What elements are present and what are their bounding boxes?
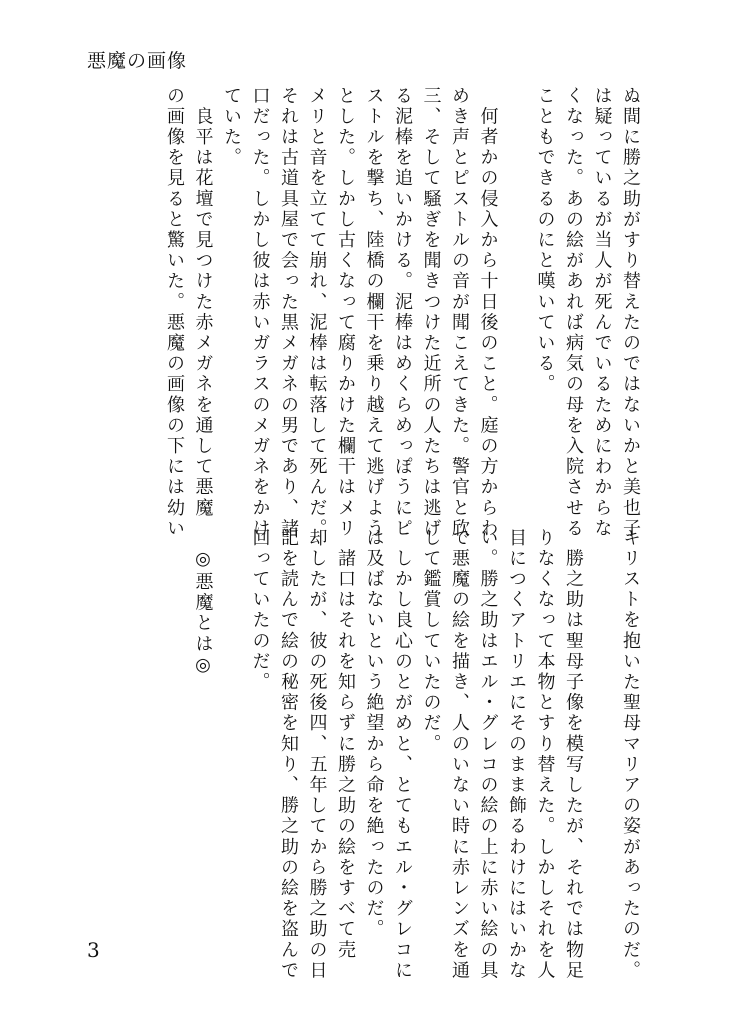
text-line: して鑑賞していたのだ。 — [420, 528, 442, 755]
text-line: 勝之助は聖母子像を模写したが、それでは物足 — [563, 528, 584, 982]
text-line: 記を読んで絵の秘密を知り、勝之助の絵を盗んで — [278, 528, 299, 982]
text-line: ぬ間に勝之助がすり替えたのではないかと美也子 — [620, 86, 641, 540]
blank-line — [587, 528, 616, 938]
text-line: とした。しかし古くなって腐りかけた欄干はメリ — [335, 86, 356, 540]
text-line: 口だった。しかし彼は赤いガラスのメガネをかけ — [249, 86, 271, 540]
text-line: 何者かの侵入から十日後のこと。庭の方からわ — [477, 86, 499, 540]
upper-text-block — [160, 86, 645, 540]
page-number: 3 — [87, 938, 100, 962]
text-line: 回っていたのだ。 — [249, 528, 271, 693]
text-line: 却したが、彼の死後四、五年してから勝之助の日 — [306, 528, 328, 982]
text-line: キリストを抱いた聖母マリアの姿があったのだ。 — [620, 528, 641, 982]
blank-line — [217, 528, 246, 938]
lower-text-block — [188, 528, 644, 982]
text-line: それは古道具屋で会った黒メガネの男であり、諸 — [278, 86, 299, 540]
text-line: メリと音を立てて崩れ、泥棒は転落して死んだ。 — [306, 86, 328, 540]
text-line: 諸口はそれを知らずに勝之助の絵をすべて売 — [335, 528, 356, 961]
text-line: る泥棒を追いかける。泥棒はめくらめっぽうにピ — [392, 86, 413, 540]
text-line: りなくなって本物とすり替えた。しかしそれを人 — [534, 528, 556, 982]
text-line: こともできるのにと嘆いている。 — [534, 86, 556, 395]
text-line: ストルを撃ち、陸橋の欄干を乗り越えて逃げよう — [363, 86, 385, 540]
blank-line — [502, 86, 531, 496]
text-line: くなった。あの絵があれば病気の母を入院させる — [563, 86, 584, 540]
text-line: の画像を見ると驚いた。悪魔の画像の下には幼い — [164, 86, 185, 540]
text-line: 目につくアトリエにそのまま飾るわけにはいかな — [506, 528, 527, 982]
running-header: 悪魔の画像 — [87, 50, 188, 72]
text-line: 良平は花壇で見つけた赤メガネを通して悪魔 — [192, 86, 214, 519]
text-line: は及ばないという絶望から命を絶ったのだ。 — [363, 528, 385, 940]
section-heading: ◎悪魔とは◎ — [192, 528, 214, 679]
text-line: は疑っているが当人が死んでいるためにわからな — [591, 86, 613, 540]
text-line: 三、そして騒ぎを聞きつけた近所の人たちは逃げ — [420, 86, 442, 540]
text-line: めき声とピストルの音が聞こえてきた。警官と欣 — [449, 86, 470, 540]
text-line: しかし良心のとがめと、とてもエル・グレコに — [392, 528, 413, 982]
text-line: で悪魔の絵を描き、人のいない時に赤レンズを通 — [449, 528, 470, 982]
text-line: ていた。 — [221, 86, 242, 169]
text-line: い。勝之助はエル・グレコの絵の上に赤い絵の具 — [477, 528, 499, 982]
